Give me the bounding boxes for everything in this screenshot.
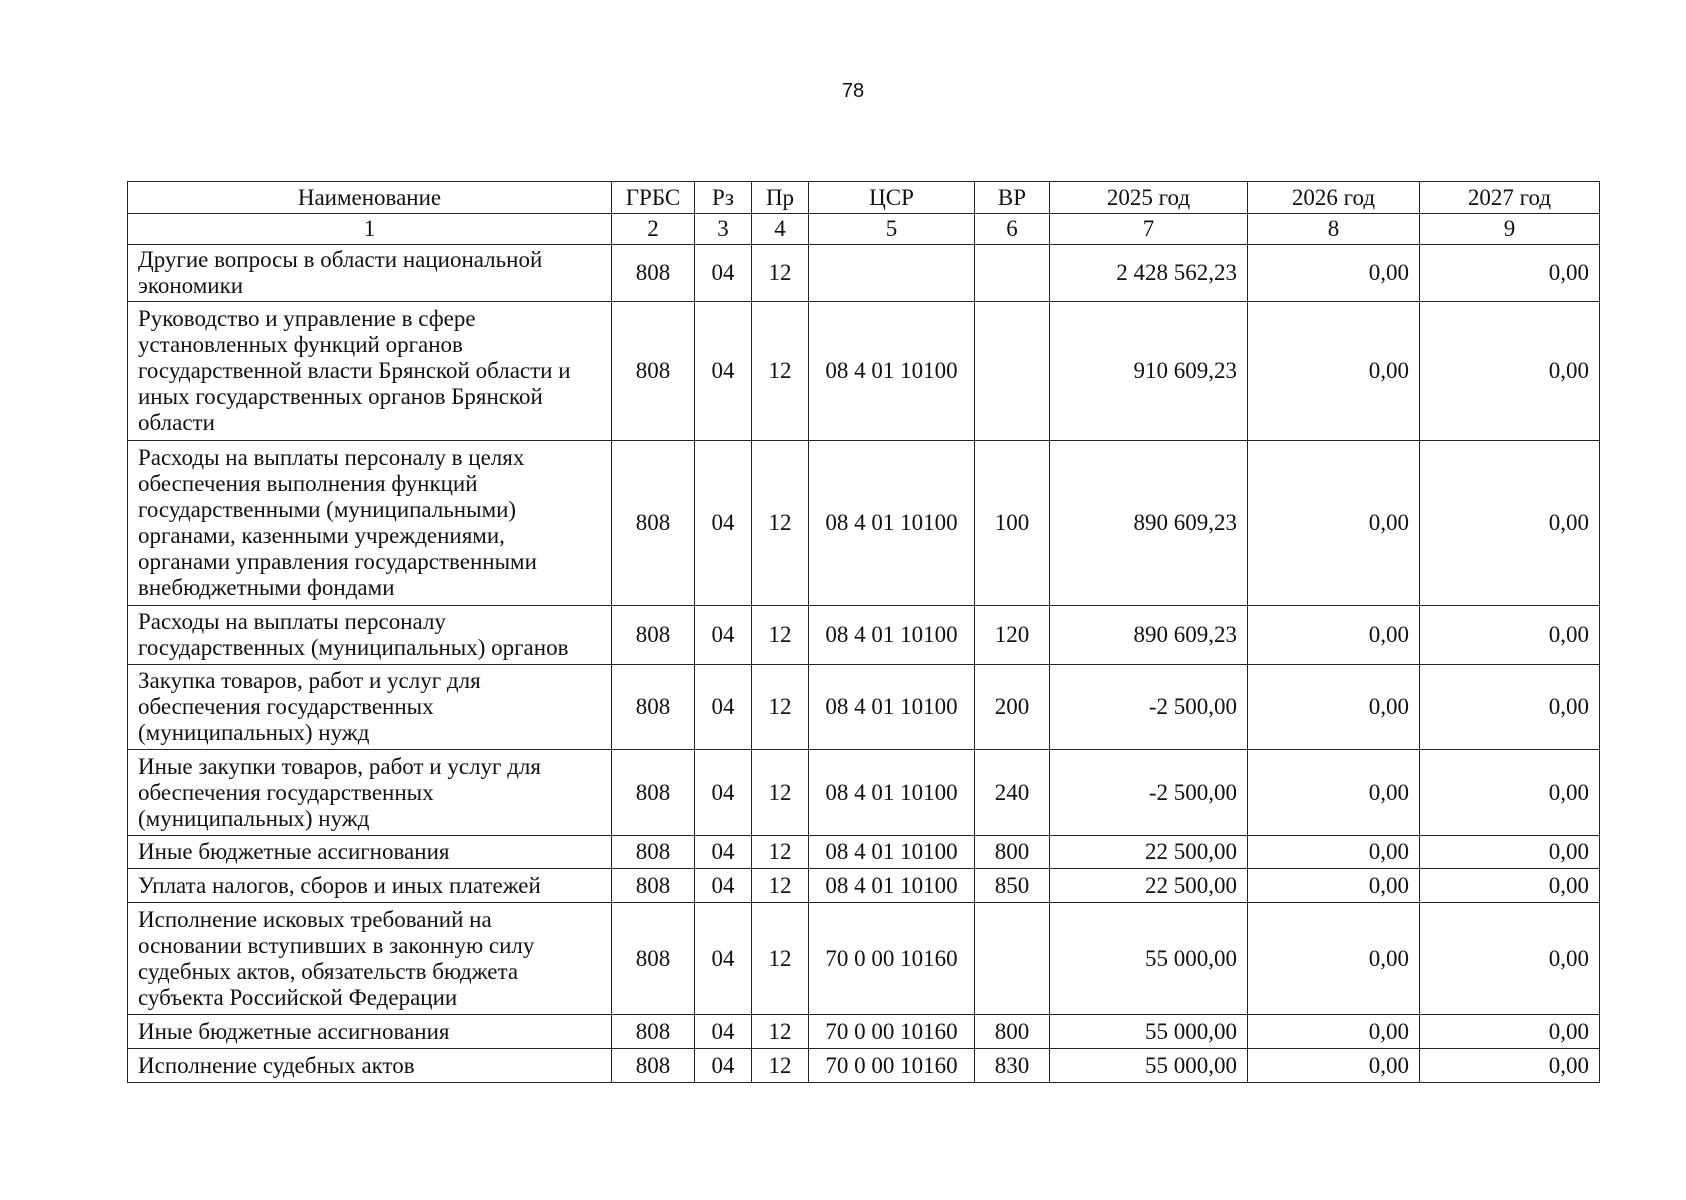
- column-number: 3: [695, 214, 752, 245]
- row-grbs: 808: [612, 869, 695, 903]
- header-pr: Пр: [752, 182, 809, 214]
- row-2025: 890 609,23: [1050, 441, 1248, 606]
- row-2026: 0,00: [1248, 1015, 1420, 1049]
- row-grbs: 808: [612, 302, 695, 441]
- table-row: [128, 245, 1600, 302]
- row-pr: 12: [752, 750, 809, 836]
- row-grbs: 808: [612, 836, 695, 869]
- row-csr: 08 4 01 10100: [809, 441, 975, 606]
- row-2025: 55 000,00: [1050, 1049, 1248, 1083]
- table-row: [128, 1015, 1600, 1049]
- row-name: Иные бюджетные ассигнования: [128, 836, 612, 869]
- row-2025: -2 500,00: [1050, 750, 1248, 836]
- row-2026: 0,00: [1248, 836, 1420, 869]
- row-rz: 04: [695, 836, 752, 869]
- row-2027: 0,00: [1420, 869, 1600, 903]
- row-rz: 04: [695, 302, 752, 441]
- table-row: [128, 665, 1600, 750]
- row-grbs: 808: [612, 903, 695, 1015]
- row-2027: 0,00: [1420, 302, 1600, 441]
- budget-table: [127, 181, 1600, 1083]
- column-number: 4: [752, 214, 809, 245]
- table-row: [128, 1049, 1600, 1083]
- table-header: [128, 182, 1600, 245]
- row-rz: 04: [695, 903, 752, 1015]
- row-csr: [809, 245, 975, 302]
- row-2027: 0,00: [1420, 665, 1600, 750]
- header-2025: 2025 год: [1050, 182, 1248, 214]
- row-name: Уплата налогов, сборов и иных платежей: [128, 869, 612, 903]
- page-number: 78: [841, 80, 865, 102]
- row-pr: 12: [752, 441, 809, 606]
- row-csr: 08 4 01 10100: [809, 606, 975, 665]
- header-2027: 2027 год: [1420, 182, 1600, 214]
- header-2026: 2026 год: [1248, 182, 1420, 214]
- row-csr: 70 0 00 10160: [809, 1049, 975, 1083]
- row-name: Иные закупки товаров, работ и услуг для обеспечения государственных (муниципальных) нужд: [128, 750, 612, 836]
- row-name: Расходы на выплаты персоналу в целях обеспечения выполнения функций государственными (муниципальными) органами, казенными учреждениями, органами управления государственными внебюджетными фондами: [128, 441, 612, 606]
- row-2027: 0,00: [1420, 750, 1600, 836]
- table-row: [128, 606, 1600, 665]
- row-csr: 08 4 01 10100: [809, 836, 975, 869]
- row-pr: 12: [752, 836, 809, 869]
- row-grbs: 808: [612, 245, 695, 302]
- row-2027: 0,00: [1420, 1049, 1600, 1083]
- row-2026: 0,00: [1248, 903, 1420, 1015]
- row-2027: 0,00: [1420, 1015, 1600, 1049]
- row-rz: 04: [695, 1049, 752, 1083]
- row-vr: 120: [975, 606, 1050, 665]
- row-2025: 22 500,00: [1050, 869, 1248, 903]
- row-grbs: 808: [612, 1015, 695, 1049]
- row-pr: 12: [752, 1015, 809, 1049]
- row-2025: 55 000,00: [1050, 1015, 1248, 1049]
- row-csr: 08 4 01 10100: [809, 302, 975, 441]
- row-2025: 910 609,23: [1050, 302, 1248, 441]
- row-csr: 08 4 01 10100: [809, 750, 975, 836]
- header-csr: ЦСР: [809, 182, 975, 214]
- header-rz: Рз: [695, 182, 752, 214]
- row-vr: 800: [975, 836, 1050, 869]
- row-vr: [975, 302, 1050, 441]
- row-rz: 04: [695, 245, 752, 302]
- row-2026: 0,00: [1248, 665, 1420, 750]
- row-vr: 830: [975, 1049, 1050, 1083]
- row-rz: 04: [695, 1015, 752, 1049]
- row-grbs: 808: [612, 665, 695, 750]
- table-row: [128, 441, 1600, 606]
- row-rz: 04: [695, 665, 752, 750]
- row-vr: 240: [975, 750, 1050, 836]
- row-2026: 0,00: [1248, 869, 1420, 903]
- row-2027: 0,00: [1420, 836, 1600, 869]
- row-name: Исполнение исковых требований на основании вступивших в законную силу судебных актов, обязательств бюджета субъекта Российской Федерации: [128, 903, 612, 1015]
- row-vr: [975, 903, 1050, 1015]
- column-number: 2: [612, 214, 695, 245]
- row-rz: 04: [695, 606, 752, 665]
- column-number: 5: [809, 214, 975, 245]
- row-name: Иные бюджетные ассигнования: [128, 1015, 612, 1049]
- row-name: Исполнение судебных актов: [128, 1049, 612, 1083]
- column-number: 9: [1420, 214, 1600, 245]
- column-number: 6: [975, 214, 1050, 245]
- row-grbs: 808: [612, 441, 695, 606]
- row-rz: 04: [695, 441, 752, 606]
- row-vr: 850: [975, 869, 1050, 903]
- column-number: 7: [1050, 214, 1248, 245]
- row-csr: 70 0 00 10160: [809, 1015, 975, 1049]
- row-name: Расходы на выплаты персоналу государственных (муниципальных) органов: [128, 606, 612, 665]
- row-csr: 08 4 01 10100: [809, 665, 975, 750]
- row-2027: 0,00: [1420, 903, 1600, 1015]
- header-row: [128, 182, 1600, 214]
- row-2025: 2 428 562,23: [1050, 245, 1248, 302]
- column-number: 8: [1248, 214, 1420, 245]
- row-name: Руководство и управление в сфере установленных функций органов государственной власти Брянской области и иных государственных органов Брянской области: [128, 302, 612, 441]
- row-name: Другие вопросы в области национальной экономики: [128, 245, 612, 302]
- table-row: [128, 750, 1600, 836]
- row-pr: 12: [752, 665, 809, 750]
- table-row: [128, 836, 1600, 869]
- table-row: [128, 302, 1600, 441]
- row-rz: 04: [695, 750, 752, 836]
- row-2026: 0,00: [1248, 441, 1420, 606]
- header-grbs: ГРБС: [612, 182, 695, 214]
- row-vr: [975, 245, 1050, 302]
- row-pr: 12: [752, 1049, 809, 1083]
- header-name: Наименование: [128, 182, 612, 214]
- row-vr: 200: [975, 665, 1050, 750]
- row-2027: 0,00: [1420, 606, 1600, 665]
- row-csr: 08 4 01 10100: [809, 869, 975, 903]
- row-2026: 0,00: [1248, 1049, 1420, 1083]
- row-grbs: 808: [612, 606, 695, 665]
- row-pr: 12: [752, 869, 809, 903]
- row-csr: 70 0 00 10160: [809, 903, 975, 1015]
- table-row: [128, 903, 1600, 1015]
- header-vr: ВР: [975, 182, 1050, 214]
- row-pr: 12: [752, 302, 809, 441]
- row-2025: 55 000,00: [1050, 903, 1248, 1015]
- row-name: Закупка товаров, работ и услуг для обеспечения государственных (муниципальных) нужд: [128, 665, 612, 750]
- row-pr: 12: [752, 903, 809, 1015]
- row-rz: 04: [695, 869, 752, 903]
- row-2026: 0,00: [1248, 245, 1420, 302]
- table-body: [128, 245, 1600, 1083]
- row-2027: 0,00: [1420, 441, 1600, 606]
- row-2026: 0,00: [1248, 750, 1420, 836]
- row-grbs: 808: [612, 750, 695, 836]
- row-2025: -2 500,00: [1050, 665, 1248, 750]
- row-2027: 0,00: [1420, 245, 1600, 302]
- row-2026: 0,00: [1248, 302, 1420, 441]
- row-2025: 22 500,00: [1050, 836, 1248, 869]
- row-2026: 0,00: [1248, 606, 1420, 665]
- row-pr: 12: [752, 606, 809, 665]
- column-number-row: [128, 214, 1600, 245]
- row-2025: 890 609,23: [1050, 606, 1248, 665]
- row-vr: 100: [975, 441, 1050, 606]
- row-pr: 12: [752, 245, 809, 302]
- row-grbs: 808: [612, 1049, 695, 1083]
- table-row: [128, 869, 1600, 903]
- row-vr: 800: [975, 1015, 1050, 1049]
- column-number: 1: [128, 214, 612, 245]
